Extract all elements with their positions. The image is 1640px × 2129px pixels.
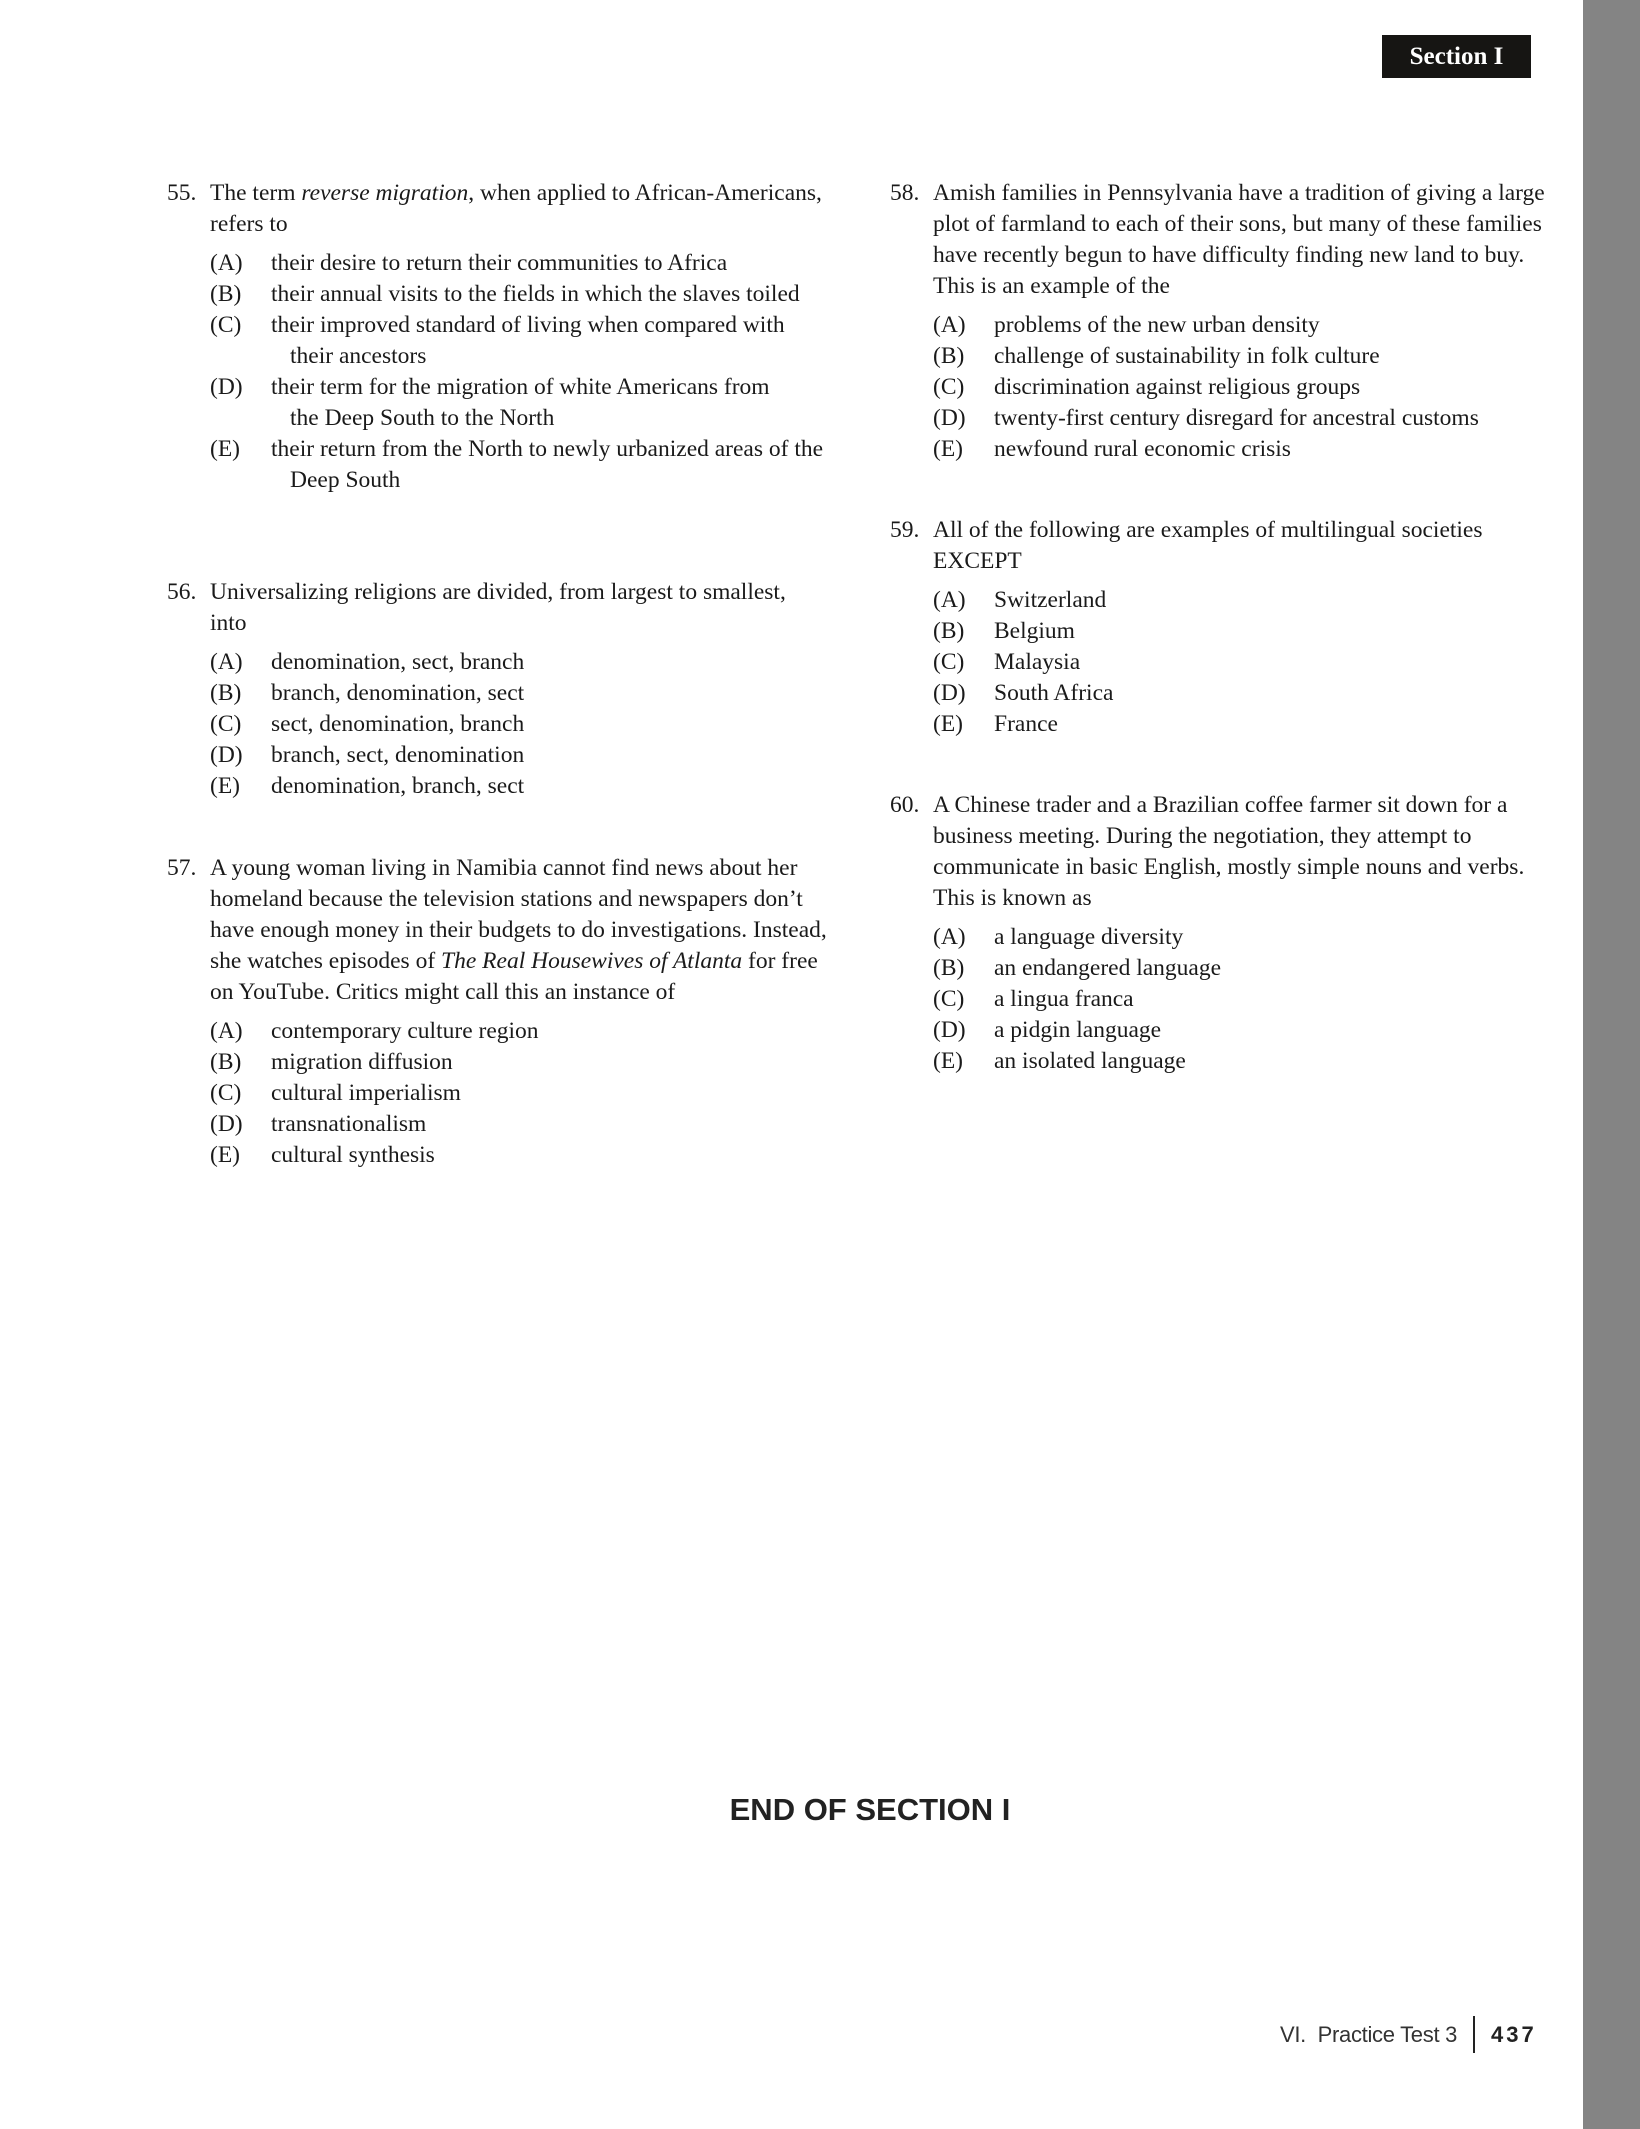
option-text: sect, denomination, branch: [271, 711, 525, 737]
option-text: Malaysia: [994, 649, 1081, 675]
option-label: (E): [933, 711, 964, 737]
option: [933, 310, 1550, 341]
option: [210, 1078, 827, 1109]
option-label: (B): [210, 680, 242, 706]
option: [933, 1046, 1550, 1077]
option: [210, 310, 801, 372]
option: [210, 434, 831, 496]
question-55: [167, 178, 827, 496]
option: [210, 709, 827, 740]
option: [933, 1015, 1550, 1046]
option-label: (B): [933, 618, 965, 644]
option-label: (D): [210, 1111, 243, 1137]
option: [210, 647, 827, 678]
option-label: (A): [933, 312, 966, 338]
option: [933, 403, 1550, 434]
stem-italic: reverse migration: [301, 180, 469, 206]
option: [933, 922, 1550, 953]
option: [933, 953, 1550, 984]
option-label: (E): [933, 436, 964, 462]
option-text: South Africa: [994, 680, 1114, 706]
option-label: (C): [210, 312, 242, 338]
option-text: their improved standard of living when compared with their ancestors: [271, 312, 785, 369]
option: [933, 341, 1550, 372]
option-text: their return from the North to newly urbanized areas of the Deep South: [271, 436, 824, 493]
option-text: their term for the migration of white Americans from the Deep South to the North: [271, 374, 770, 431]
option: [210, 372, 791, 434]
stem-text: A Chinese trader and a Brazilian coffee farmer sit down for a business meeting. During the negotiation, they attempt to communicate in basic English, mostly simple nouns and verbs. This is known as: [933, 792, 1525, 911]
option: [210, 248, 827, 279]
option: [210, 1016, 827, 1047]
option: [210, 279, 816, 310]
option-label: (E): [933, 1048, 964, 1074]
end-of-section-heading: END OF SECTION I: [729, 1792, 1011, 1827]
option-text: branch, denomination, sect: [271, 680, 525, 706]
option-text: cultural synthesis: [271, 1142, 435, 1168]
stem-text: Universalizing religions are divided, from largest to smallest, into: [210, 579, 786, 636]
stem-text: for free on YouTube. Critics might call this an instance of: [210, 948, 818, 1005]
question-number: 60.: [890, 792, 920, 818]
option-text: France: [994, 711, 1058, 737]
option-text: their desire to return their communities to Africa: [271, 250, 728, 276]
stem-text: Amish families in Pennsylvania have a tradition of giving a large plot of farmland to each of their sons, but many of these families have recently begun to have difficulty finding new land to buy. This is an example of the: [933, 180, 1545, 299]
option-text: Switzerland: [994, 587, 1107, 613]
option: [933, 585, 1550, 616]
option-label: (A): [210, 1018, 243, 1044]
option: [210, 1140, 827, 1171]
option-label: (C): [210, 711, 242, 737]
option-label: (D): [210, 742, 243, 768]
option: [210, 678, 827, 709]
option-text: contemporary culture region: [271, 1018, 539, 1044]
option-text: discrimination against religious groups: [994, 374, 1361, 400]
option-text: twenty-first century disregard for ancestral customs: [994, 405, 1479, 431]
stem-italic: The Real Housewives of Atlanta: [441, 948, 743, 974]
option: [210, 1047, 827, 1078]
stem-text: A young woman living in Namibia cannot find news about her homeland because the television stations and newspapers don’t have enough money in their budgets to do investigations. Instead, she watches episodes of: [210, 855, 827, 974]
option-label: (E): [210, 436, 241, 462]
option-label: (D): [933, 680, 966, 706]
footer-divider: [1473, 2016, 1475, 2053]
option-label: (A): [933, 924, 966, 950]
option-label: (A): [210, 250, 243, 276]
option-text: migration diffusion: [271, 1049, 453, 1075]
option-text: an endangered language: [994, 955, 1222, 981]
option-text: denomination, sect, branch: [271, 649, 525, 675]
question-56: [167, 577, 827, 802]
option-text: a lingua franca: [994, 986, 1134, 1012]
option-text: an isolated language: [994, 1048, 1186, 1074]
option-text: Belgium: [994, 618, 1075, 644]
option-label: (C): [933, 986, 965, 1012]
option-label: (B): [210, 1049, 242, 1075]
option-text: denomination, branch, sect: [271, 773, 525, 799]
option: [933, 647, 1550, 678]
question-number: 55.: [167, 180, 197, 206]
option-label: (E): [210, 773, 241, 799]
option-label: (C): [933, 374, 965, 400]
stem-text: , when applied to African-Americans, refers to: [210, 180, 822, 237]
option: [933, 434, 1550, 465]
question-number: 56.: [167, 579, 197, 605]
option-label: (D): [210, 374, 243, 400]
stem-text: The term: [210, 180, 302, 206]
option-label: (A): [210, 649, 243, 675]
option-label: (D): [933, 1017, 966, 1043]
option-label: (E): [210, 1142, 241, 1168]
option-label: (A): [933, 587, 966, 613]
option-text: transnationalism: [271, 1111, 427, 1137]
question-number: 57.: [167, 855, 197, 881]
option-text: newfound rural economic crisis: [994, 436, 1291, 462]
option: [210, 1109, 827, 1140]
option-text: a language diversity: [994, 924, 1184, 950]
question-57: [167, 853, 827, 1171]
question-number: 58.: [890, 180, 920, 206]
option: [210, 771, 827, 802]
option: [933, 984, 1550, 1015]
option-label: (D): [933, 405, 966, 431]
option: [210, 740, 827, 771]
option: [933, 709, 1550, 740]
question-60: [890, 790, 1550, 1077]
option-text: their annual visits to the fields in which the slaves toiled: [271, 281, 800, 307]
option-text: cultural imperialism: [271, 1080, 461, 1106]
option: [933, 372, 1550, 403]
question-number: 59.: [890, 517, 920, 543]
option: [933, 616, 1550, 647]
option-text: branch, sect, denomination: [271, 742, 525, 768]
option-text: problems of the new urban density: [994, 312, 1320, 338]
chapter-label: VI. Practice Test 3: [1280, 2021, 1458, 2047]
option-label: (B): [933, 955, 965, 981]
page-number: 437: [1491, 2021, 1537, 2047]
question-58: [890, 178, 1550, 465]
option-text: challenge of sustainability in folk culture: [994, 343, 1380, 369]
option-label: (B): [210, 281, 242, 307]
option-text: a pidgin language: [994, 1017, 1162, 1043]
option-label: (C): [210, 1080, 242, 1106]
page-footer: [1280, 2016, 1537, 2053]
option-label: (B): [933, 343, 965, 369]
option-label: (C): [933, 649, 965, 675]
stem-text: All of the following are examples of multilingual societies EXCEPT: [933, 517, 1483, 574]
option: [933, 678, 1550, 709]
question-59: [890, 515, 1550, 740]
section-tag: Section I: [1382, 35, 1531, 78]
